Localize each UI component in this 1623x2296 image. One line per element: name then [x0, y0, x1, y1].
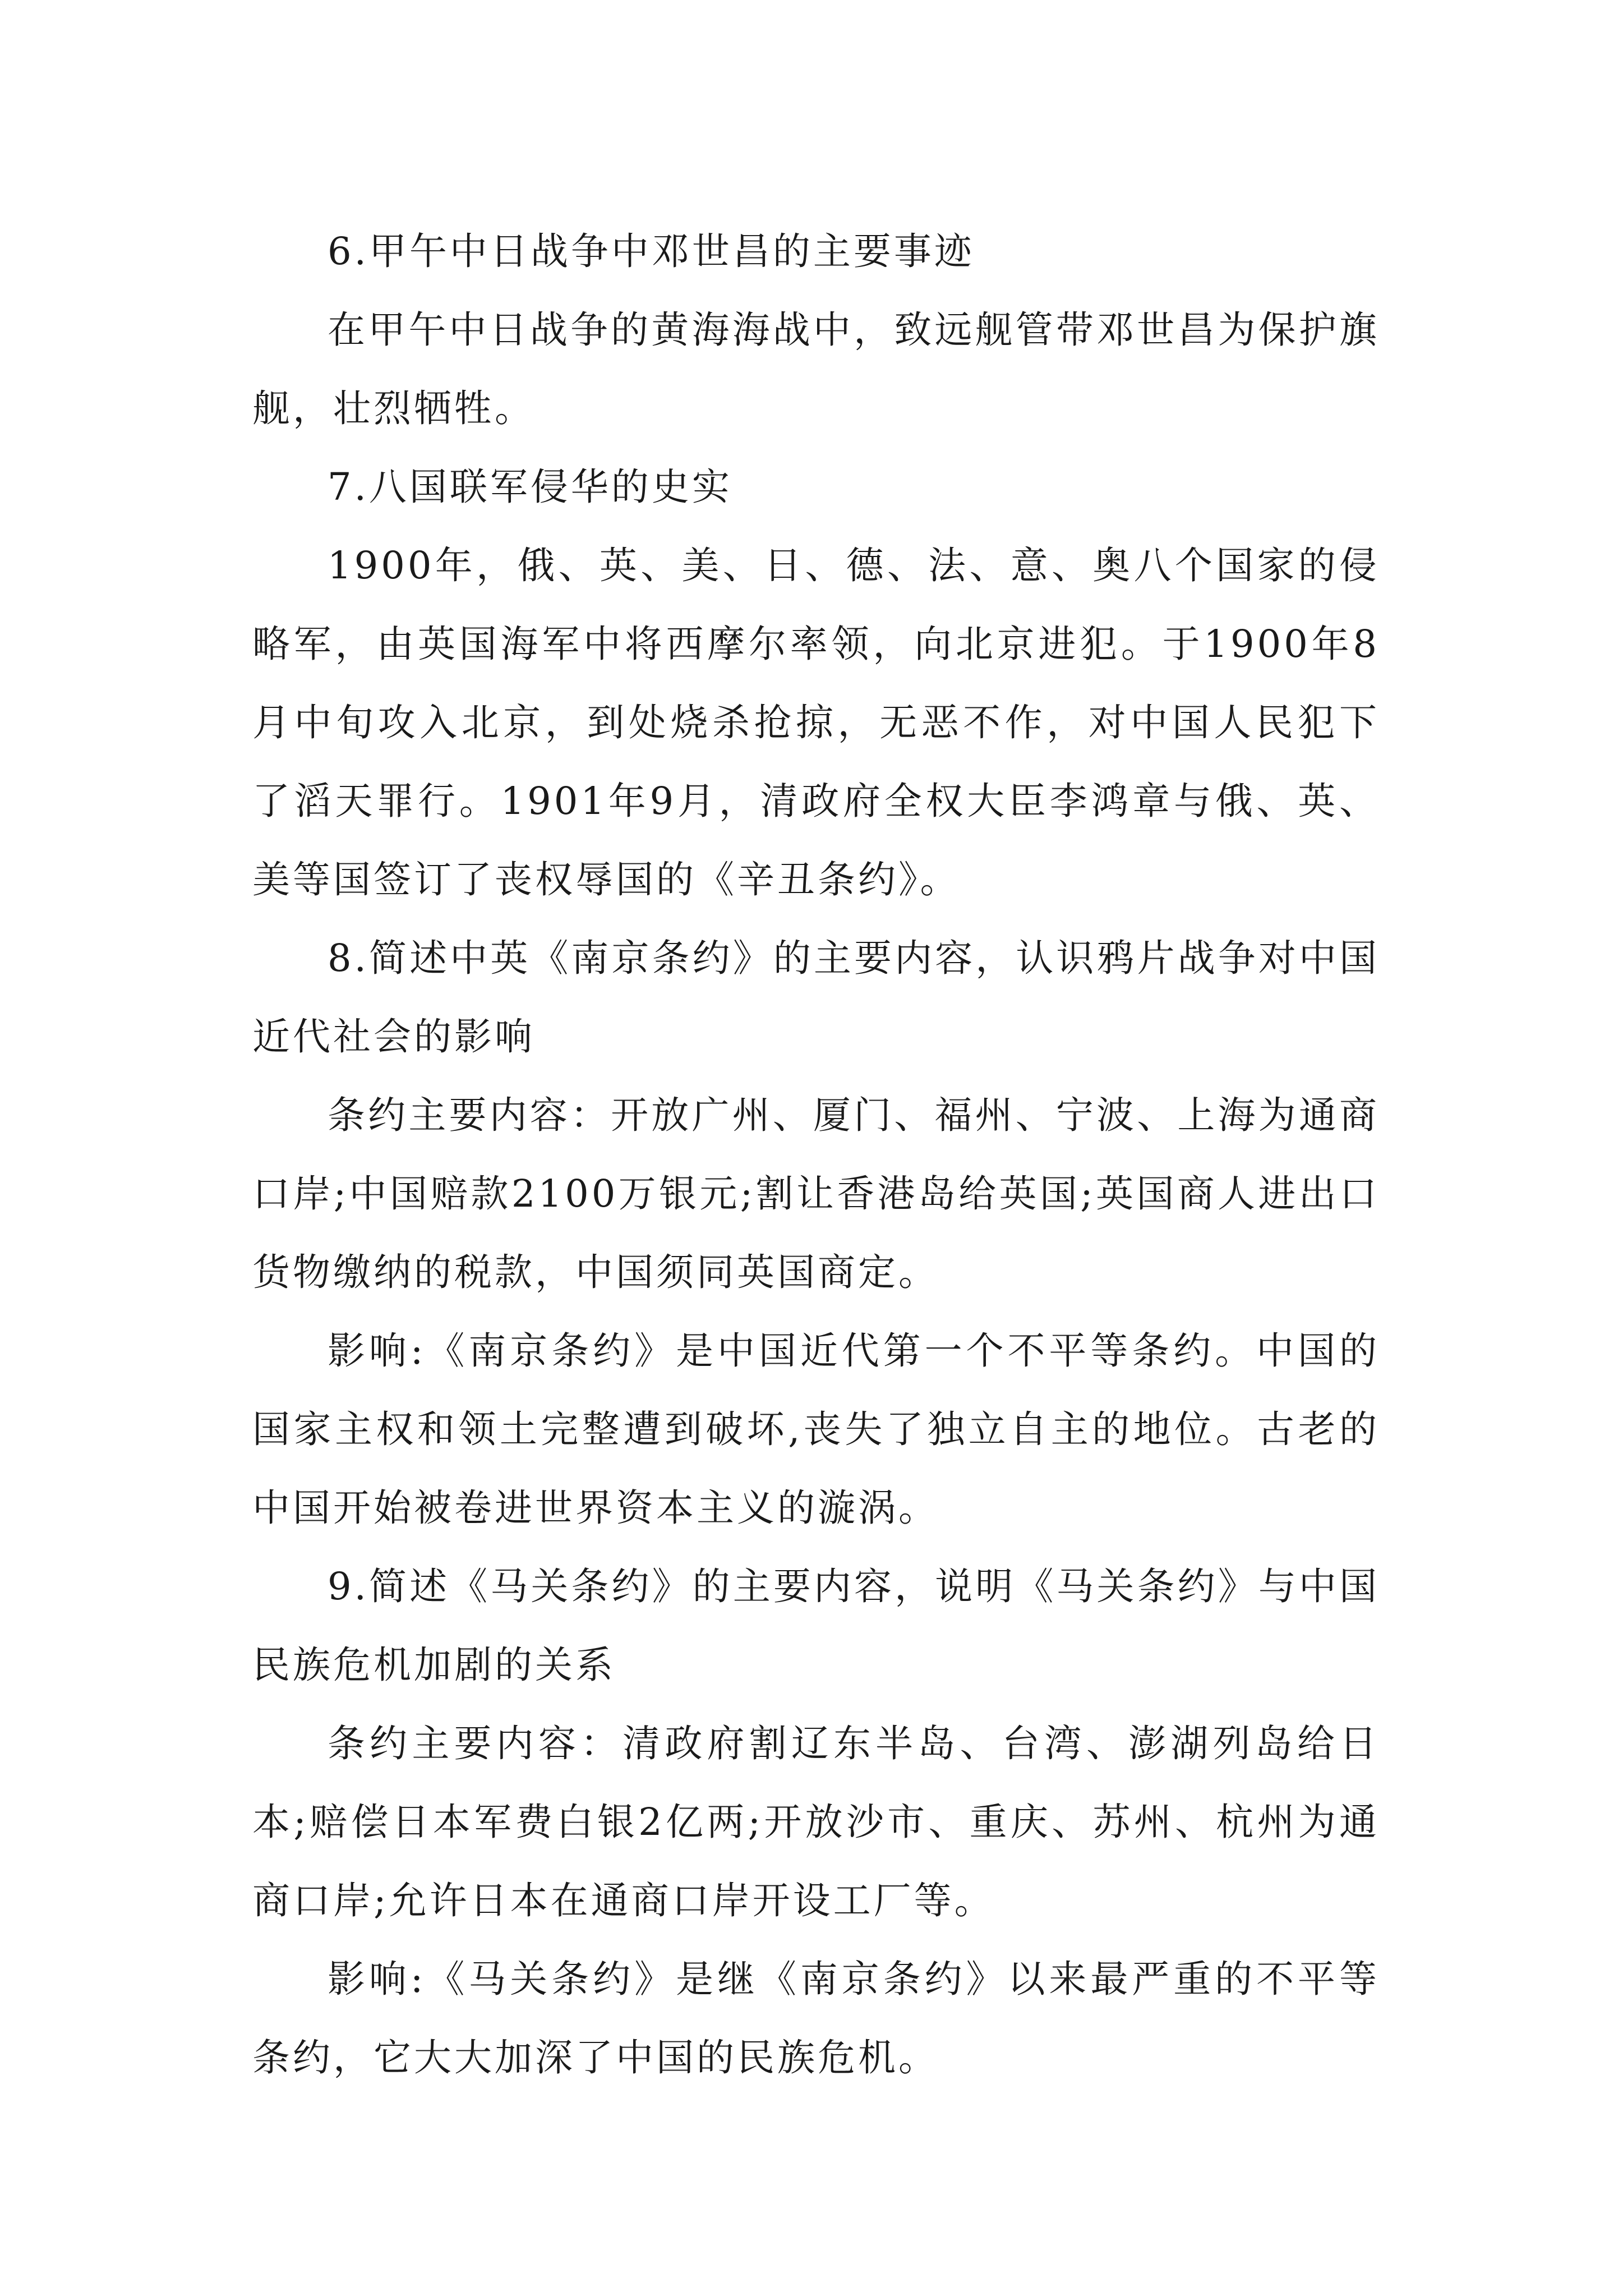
paragraph-nanjing-treaty-impact: 影响:《南京条约》是中国近代第一个不平等条约。中国的国家主权和领土完整遭到破坏,丧失了独立自主的地位。古老的中国开始被卷进世界资本主义的漩涡。 [252, 1329, 1380, 1530]
section-heading-7: 7.八国联军侵华的史实 [328, 465, 732, 509]
paragraph-nanjing-treaty-content: 条约主要内容：开放广州、厦门、福州、宁波、上海为通商口岸;中国赔款2100万银元;割让香港岛给英国;英国商人进出口货物缴纳的税款，中国须同英国商定。 [252, 1093, 1380, 1294]
document-content [252, 212, 1380, 2097]
paragraph-shimonoseki-treaty-impact: 影响:《马关条约》是继《南京条约》以来最严重的不平等条约，它大大加深了中国的民族危机。 [252, 1957, 1380, 2079]
paragraph-deng-shichang: 在甲午中日战争的黄海海战中，致远舰管带邓世昌为保护旗舰，壮烈牺牲。 [252, 308, 1380, 430]
section-heading-6: 6.甲午中日战争中邓世昌的主要事迹 [328, 229, 975, 273]
section-heading-9: 9.简述《马关条约》的主要内容，说明《马关条约》与中国民族危机加剧的关系 [252, 1565, 1380, 1687]
paragraph-eight-nation-alliance: 1900年，俄、英、美、日、德、法、意、奥八个国家的侵略军，由英国海军中将西摩尔率领，向北京进犯。于1900年8月中旬攻入北京，到处烧杀抢掠，无恶不作，对中国人民犯下了滔天罪行。1901年9月，清政府全权大臣李鸿章与俄、英、美等国签订了丧权辱国的《辛丑条约》。 [252, 544, 1380, 901]
section-heading-8: 8.简述中英《南京条约》的主要内容，认识鸦片战争对中国近代社会的影响 [252, 936, 1380, 1059]
paragraph-shimonoseki-treaty-content: 条约主要内容：清政府割辽东半岛、台湾、澎湖列岛给日本;赔偿日本军费白银2亿两;开放沙市、重庆、苏州、杭州为通商口岸;允许日本在通商口岸开设工厂等。 [252, 1722, 1380, 1922]
